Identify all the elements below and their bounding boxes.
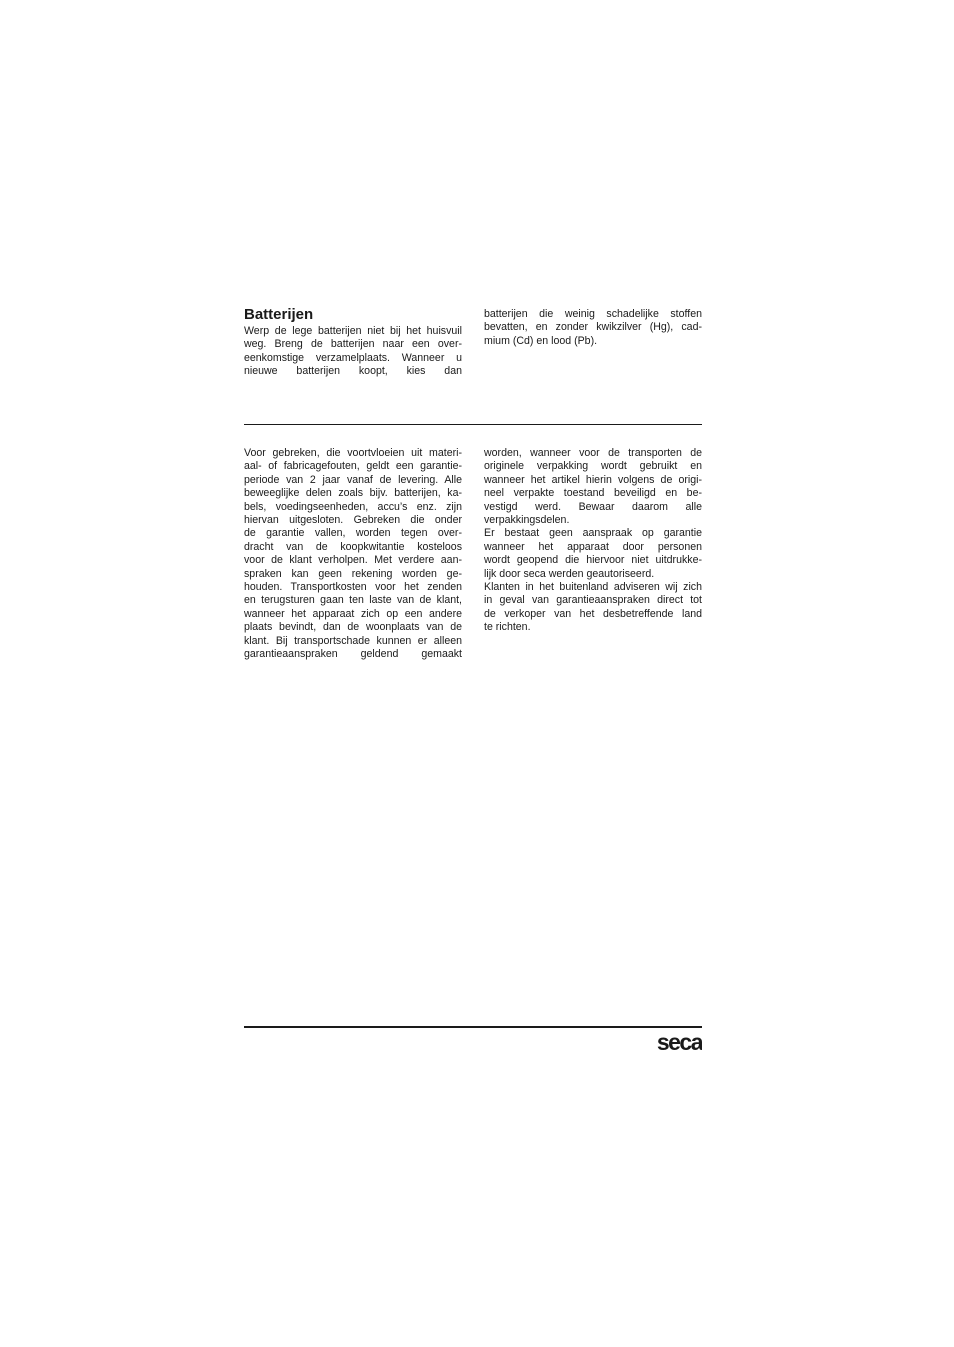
text-line: lijk door seca werden geautoriseerd. [484, 567, 655, 580]
text-line: nieuwe batterijen koopt, kies dan [244, 365, 462, 378]
text-line: worden, wanneer voor de transporten de [484, 447, 702, 459]
text-line: eenkomstige verzamelplaats. Wanneer u [244, 351, 462, 364]
seca-logo [632, 1028, 702, 1054]
text-line: wanneer het apparaat door personen [484, 540, 702, 553]
text-line: wanneer het artikel hierin volgens de origi- [484, 473, 702, 486]
text-line: weg. Breng de batterijen naar een over- [244, 338, 462, 351]
batteries-heading: Batterijen [244, 306, 314, 323]
text-line: aal- of fabricagefouten, geldt een garantie- [244, 460, 462, 473]
text-line: Klanten in het buitenland adviseren wij zich [484, 581, 702, 594]
batteries-text-right [484, 308, 702, 348]
text-line: Werp de lege batterijen niet bij het huisvuil [244, 325, 462, 337]
batteries-right-paragraph [484, 308, 702, 348]
text-line: klant. Bij transportschade kunnen er alleen [244, 634, 462, 647]
text-line: wordt geopend die hiervoor niet uitdrukke- [484, 554, 702, 567]
text-line: dracht van de koopkwitantie kosteloos [244, 540, 462, 553]
text-line: de verkoper van het desbetreffende land [484, 607, 702, 620]
warranty-right-paragraph-1 [484, 447, 702, 527]
text-line: voor de klant verholpen. Met verdere aan- [244, 554, 462, 567]
text-line: hiervan uitgesloten. Gebreken die onder [244, 514, 462, 527]
text-line: bevatten, en zonder kwikzilver (Hg), cad- [484, 321, 702, 334]
text-line: in geval van garantieaanspraken direct tot [484, 594, 702, 607]
section-divider [244, 424, 702, 425]
text-line: te richten. [484, 621, 531, 634]
text-line: de garantie vallen, worden tegen over- [244, 527, 462, 540]
text-line: beweeglijke delen zoals bijv. batterijen, ka- [244, 487, 462, 500]
warranty-right-paragraph-2 [484, 527, 702, 581]
warranty-text-left [244, 447, 462, 662]
text-line: vestigd werd. Bewaar daarom alle [484, 500, 702, 513]
text-line: batterijen die weinig schadelijke stoffen [484, 308, 702, 320]
text-line: neel verpakte toestand beveiligd en be- [484, 487, 702, 500]
seca-logo-text: seca [656, 1029, 702, 1054]
text-line: garantieaanspraken geldend gemaakt [244, 648, 462, 661]
text-line: originele verpakking wordt gebruikt en [484, 460, 702, 473]
text-line: spraken kan geen rekening worden ge- [244, 567, 462, 580]
text-line: houden. Transportkosten voor het zenden [244, 581, 462, 594]
text-line: periode van 2 jaar vanaf de levering. Alle [244, 473, 462, 486]
warranty-right-paragraph-3 [484, 581, 702, 635]
text-line: bels, voedingseenheden, accu’s enz. zijn [244, 500, 462, 513]
batteries-text-left [244, 325, 462, 379]
warranty-text-right [484, 447, 702, 635]
text-line: mium (Cd) en lood (Pb). [484, 334, 598, 347]
text-line: wanneer het apparaat zich op een andere [244, 607, 462, 620]
text-line: Voor gebreken, die voortvloeien uit materi- [244, 447, 462, 459]
text-line: plaats bevindt, dan de woonplaats van de [244, 621, 462, 634]
warranty-left-paragraph [244, 447, 462, 662]
text-line: Er bestaat geen aanspraak op garantie [484, 527, 702, 540]
batteries-left-paragraph [244, 325, 462, 379]
text-line: verpakkingsdelen. [484, 514, 570, 527]
text-line: en terugsturen gaan ten laste van de klant, [244, 594, 462, 607]
